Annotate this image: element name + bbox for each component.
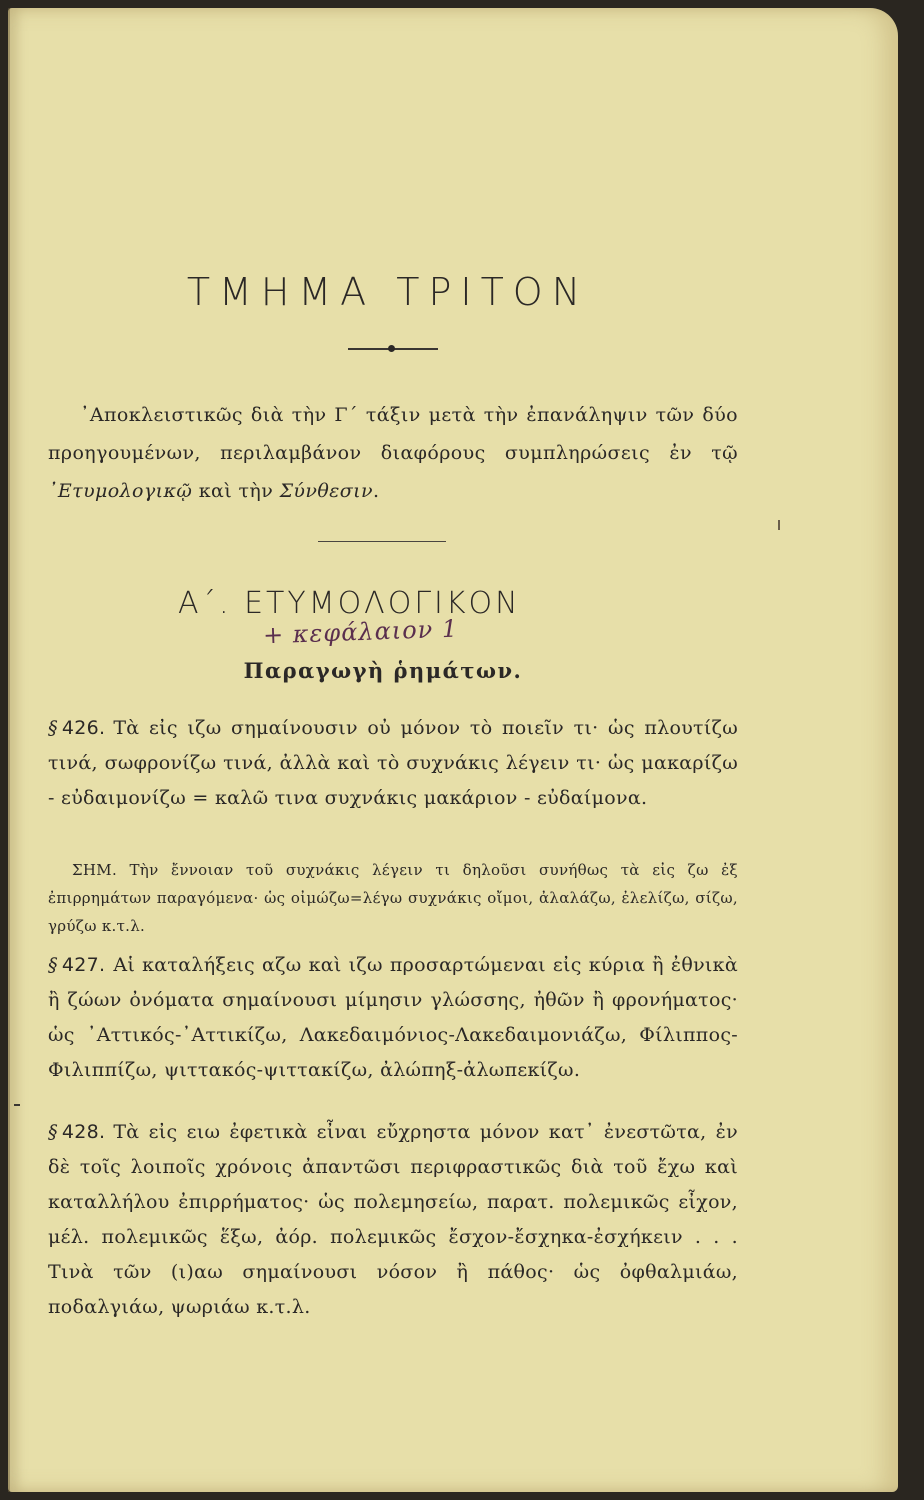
section-mark: § — [48, 954, 58, 976]
intro-italic-etymologikon: ᾿Ετυμολογικῷ — [48, 480, 193, 502]
section-title: ΤΜΗΜΑ ΤΡΙΤΟΝ — [186, 270, 590, 314]
paragraph-text: Τὰ εἰς ειω ἐφετικὰ εἶναι εὔχρηστα μόνον κατ᾿ ἐνεστῶτα, ἐν δὲ τοῖς λοιποῖς χρόνοις ἀπαντῶσι περιφραστικῶς διὰ τοῦ ἔχω καὶ καταλλήλου ἐπιρρήματος· ὡς πολεμησείω, παρατ. πολεμικῶς εἶχον, μέλ. πολεμικῶς ἕξω, ἀόρ. πολεμικῶς ἔσχον-ἔσχηκα-ἐσχήκειν . . . Τινὰ τῶν (ι)αω σημαίνουσι νόσον ἢ πάθος· ὡς ὀφθαλμιάω, ποδαλγιάω, ψωριάω κ.τ.λ. — [48, 1121, 738, 1318]
chapter-title: Α΄. ΕΤΥΜΟΛΟΓΙΚΟΝ — [178, 586, 521, 621]
paragraph-text: Αἱ καταλήξεις αζω καὶ ιζω προσαρτώμεναι εἰς κύρια ἢ ἐθνικὰ ἢ ζώων ὀνόματα σημαίνουσι μίμησιν γλώσσης, ἠθῶν ἢ φρονήματος· ὡς ᾿Αττικός-᾿Αττικίζω, Λακεδαιμόνιος-Λακεδαιμονιάζω, Φίλιππος-Φιλιππίζω, ψιττακός-ψιττακίζω, ἀλώπηξ-ἀλωπεκίζω. — [48, 954, 738, 1081]
section-mark: § — [48, 717, 58, 739]
intro-text-mid: καὶ τὴν — [192, 480, 280, 502]
intro-paragraph — [48, 396, 738, 510]
note-sim — [48, 856, 738, 940]
paragraph-number: 427. — [61, 954, 106, 976]
paragraph-number: 426. — [61, 717, 106, 739]
paragraph-text: Τὰ εἰς ιζω σημαίνουσιν οὐ μόνον τὸ ποιεῖν τι· ὡς πλουτίζω τινά, σωφρονίζω τινά, ἀλλὰ καὶ τὸ συχνάκις λέγειν τι· ὡς μακαρίζω - εὐδαιμονίζω = καλῶ τινα συχνάκις μακάριον - εὐδαίμονα. — [48, 717, 738, 809]
margin-mark — [14, 1104, 20, 1106]
intro-italic-synthesin: Σύνθεσιν — [279, 480, 373, 502]
intro-text-end: . — [372, 480, 380, 502]
handwritten-annotation: + κεφάλαιον 1 — [262, 614, 459, 650]
paragraph-426 — [48, 711, 738, 816]
paragraph-427 — [48, 948, 738, 1088]
note-text: ΣΗΜ. Τὴν ἔννοιαν τοῦ συχνάκις λέγειν τι δηλοῦσι συνήθως τὰ εἰς ζω ἐξ ἐπιρρημάτων παραγόμενα· ὡς οἰμώζω=λέγω συχνάκις οἴμοι, ἀλαλάζω, ἐλελίζω, σίζω, γρύζω κ.τ.λ. — [48, 861, 738, 935]
subheading: Παραγωγὴ ῥημάτων. — [243, 658, 523, 683]
section-mark: § — [48, 1121, 58, 1143]
horizontal-rule — [318, 541, 446, 542]
margin-mark — [778, 520, 780, 530]
ornament-divider — [348, 348, 438, 350]
book-page — [8, 8, 898, 1492]
paragraph-number: 428. — [61, 1121, 106, 1143]
intro-text-start: ᾿Αποκλειστικῶς διὰ τὴν Γ΄ τάξιν μετὰ τὴν ἐπανάληψιν τῶν δύο προηγουμένων, περιλαμβάνον διαφόρους συμπληρώσεις ἐν τῷ — [48, 404, 738, 464]
paragraph-428 — [48, 1115, 738, 1325]
page-spine-shadow — [8, 8, 10, 1492]
